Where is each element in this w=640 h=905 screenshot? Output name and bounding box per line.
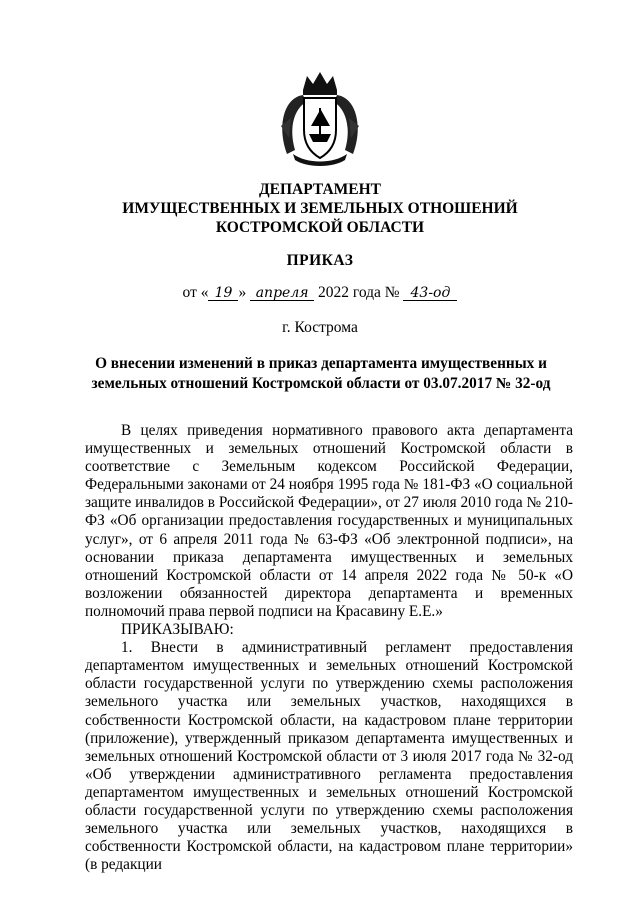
- org-line-2: ИМУЩЕСТВЕННЫХ И ЗЕМЕЛЬНЫХ ОТНОШЕНИЙ: [122, 200, 518, 217]
- handwritten-order-number: 43-од: [403, 286, 457, 301]
- order-body: [85, 422, 573, 874]
- organization-name: [0, 180, 640, 237]
- preamble-paragraph: В целях приведения нормативного правового акта департамента имущественных и земельных отношений Костромской области в соответствие с Земельным кодексом Российской Федерации, Федеральными законами от 24 ноября 1995 года № 181-ФЗ «О социальной защите инвалидов в Российской Федерации», от 27 июля 2010 года № 210-ФЗ «Об организации предоставления государственных и муниципальных услуг», от 6 апреля 2011 года № 63-ФЗ «Об электронной подписи», на основании приказа департамента имущественных и земельных отношений Костромской области от 14 апреля 2022 года № 50-к «О возложении обязанностей директора департамента и временных полномочий права первой подписи на Красавину Е.Е.»: [85, 422, 573, 620]
- org-line-3: КОСТРОМСКОЙ ОБЛАСТИ: [215, 219, 425, 236]
- date-mid: »: [238, 284, 251, 301]
- city: г. Кострома: [282, 319, 358, 336]
- org-line-1: ДЕПАРТАМЕНТ: [258, 181, 382, 198]
- order-keyword: ПРИКАЗЫВАЮ:: [121, 621, 234, 639]
- order-item-1: 1. Внести в административный регламент предоставления департаментом имущественных и земельных отношений Костромской области государственной услуги по утверждению схемы расположения земельного участка или земельных участков, находящихся в собственности Костромской области, на кадастровом плане территории (приложение), утвержденный приказом департамента имущественных и земельных отношений Костромской области от 3 июля 2017 года № 32-од «Об утверждении административного регламента предоставления департаментом имущественных и земельных отношений Костромской области государственной услуги по утверждению схемы расположения земельного участка или земельных участков, находящихся в собственности Костромской области, на кадастровом плане территории» (в редакции: [85, 639, 573, 874]
- date-prefix: от «: [182, 284, 209, 301]
- order-subject: [84, 354, 558, 394]
- handwritten-month: апреля: [250, 286, 314, 301]
- coat-of-arms-icon: [273, 68, 367, 168]
- handwritten-day: 19: [208, 286, 238, 301]
- document-type: ПРИКАЗ: [286, 252, 354, 269]
- subject-line-2: земельных отношений Костромской области от 03.07.2017 № 32-од: [91, 375, 551, 392]
- subject-line-1: О внесении изменений в приказ департамента имущественных и: [95, 355, 547, 372]
- order-date-line: [0, 284, 640, 302]
- date-year: 2022 года №: [314, 284, 404, 301]
